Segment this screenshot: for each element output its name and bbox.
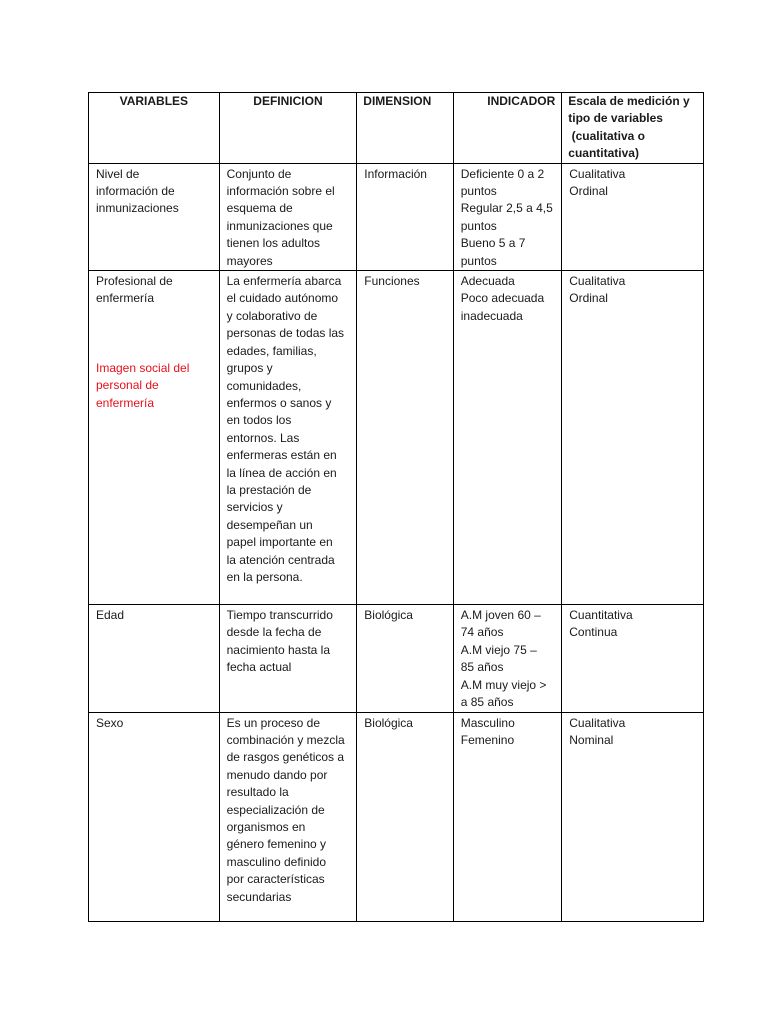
definicion-line: edades, familias, bbox=[226, 343, 317, 358]
indicador-line: A.M joven 60 – bbox=[460, 608, 541, 623]
table-header-row bbox=[89, 93, 704, 164]
cell-dimension bbox=[357, 271, 453, 605]
variable-line: información de bbox=[96, 184, 175, 199]
indicador-line: a 85 años bbox=[460, 695, 514, 710]
cell-escala bbox=[562, 271, 704, 605]
indicador-line: 85 años bbox=[460, 660, 504, 675]
definicion-line: organismos en bbox=[226, 819, 306, 834]
definicion-line: menudo dando por bbox=[226, 767, 328, 782]
cell-variable bbox=[89, 712, 220, 921]
definicion-line: y colaborativo de bbox=[226, 308, 318, 323]
cell-variable bbox=[89, 605, 220, 712]
indicador-line: puntos bbox=[460, 253, 497, 268]
indicador-line: inadecuada bbox=[460, 308, 523, 323]
cell-definicion bbox=[219, 271, 357, 605]
table-row bbox=[89, 271, 704, 605]
indicador-line: Adecuada bbox=[460, 274, 515, 289]
variable-line: Edad bbox=[96, 608, 125, 623]
indicador-line: Regular 2,5 a 4,5 bbox=[460, 201, 553, 216]
dimension-line: Funciones bbox=[364, 274, 420, 289]
indicador-line: 74 años bbox=[460, 625, 504, 640]
definicion-line: la prestación de bbox=[226, 482, 312, 497]
dimension-line: Biológica bbox=[364, 715, 413, 730]
indicador-line: A.M viejo 75 – bbox=[460, 642, 537, 657]
variable-note-line: Imagen social del bbox=[96, 360, 190, 375]
definicion-line: por características bbox=[226, 872, 325, 887]
cell-definicion bbox=[219, 712, 357, 921]
definicion-line: desde la fecha de bbox=[226, 625, 322, 640]
definicion-line: tienen los adultos bbox=[226, 236, 321, 251]
header-escala-line: cuantitativa) bbox=[568, 146, 639, 161]
cell-escala bbox=[562, 605, 704, 712]
definicion-line: personas de todas las bbox=[226, 326, 345, 341]
definicion-line: en todos los bbox=[226, 413, 292, 428]
definicion-line: combinación y mezcla bbox=[226, 732, 345, 747]
definicion-line: entornos. Las bbox=[226, 430, 300, 445]
indicador-line: puntos bbox=[460, 218, 497, 233]
definicion-line: mayores bbox=[226, 253, 273, 268]
header-escala-line: (cualitativa o bbox=[568, 128, 645, 143]
definicion-line: papel importante en bbox=[226, 535, 333, 550]
definicion-line: el cuidado autónomo bbox=[226, 291, 339, 306]
header-escala-line: tipo de variables bbox=[568, 111, 663, 126]
indicador-line: puntos bbox=[460, 184, 497, 199]
definicion-line: la línea de acción en bbox=[226, 465, 337, 480]
cell-indicador bbox=[453, 163, 562, 270]
definicion-line: en la persona. bbox=[226, 569, 303, 584]
definicion-line: nacimiento hasta la bbox=[226, 642, 331, 657]
definicion-line: desempeñan un bbox=[226, 517, 313, 532]
variable-note-line: personal de bbox=[96, 378, 159, 393]
escala-line: Continua bbox=[569, 625, 618, 640]
indicador-line: A.M muy viejo > bbox=[460, 677, 547, 692]
definicion-line: género femenino y bbox=[226, 837, 327, 852]
escala-line: Cualitativa bbox=[569, 715, 626, 730]
cell-variable bbox=[89, 163, 220, 270]
cell-variable bbox=[89, 271, 220, 605]
dimension-line: Información bbox=[364, 166, 427, 181]
definicion-line: inmunizaciones que bbox=[226, 218, 333, 233]
table-row bbox=[89, 605, 704, 712]
cell-definicion bbox=[219, 605, 357, 712]
definicion-line: grupos y bbox=[226, 361, 273, 376]
indicador-line: Masculino bbox=[460, 715, 515, 730]
definicion-line: comunidades, bbox=[226, 378, 302, 393]
escala-line: Cualitativa bbox=[569, 166, 626, 181]
header-indicador: INDICADOR bbox=[453, 93, 562, 164]
variable-line: Sexo bbox=[96, 715, 124, 730]
variables-table bbox=[88, 92, 704, 922]
variable-line: Nivel de bbox=[96, 166, 140, 181]
definicion-line: masculino definido bbox=[226, 854, 327, 869]
definicion-line: esquema de bbox=[226, 201, 293, 216]
header-dimension: DIMENSION bbox=[357, 93, 453, 164]
cell-dimension bbox=[357, 163, 453, 270]
definicion-line: Conjunto de bbox=[226, 166, 292, 181]
variable-line: Profesional de bbox=[96, 274, 173, 289]
header-definicion: DEFINICION bbox=[219, 93, 357, 164]
cell-escala bbox=[562, 163, 704, 270]
cell-definicion bbox=[219, 163, 357, 270]
definicion-line: resultado la bbox=[226, 785, 289, 800]
escala-line: Ordinal bbox=[569, 184, 608, 199]
definicion-line: enfermeras están en bbox=[226, 448, 337, 463]
cell-indicador bbox=[453, 271, 562, 605]
escala-line: Ordinal bbox=[569, 291, 608, 306]
cell-indicador bbox=[453, 712, 562, 921]
dimension-line: Biológica bbox=[364, 608, 413, 623]
variable-line: inmunizaciones bbox=[96, 201, 179, 216]
definicion-line: enfermos o sanos y bbox=[226, 395, 332, 410]
definicion-line: Es un proceso de bbox=[226, 715, 321, 730]
header-variables: VARIABLES bbox=[89, 93, 220, 164]
table-row bbox=[89, 712, 704, 921]
definicion-line: servicios y bbox=[226, 500, 283, 515]
cell-dimension bbox=[357, 712, 453, 921]
spacer bbox=[96, 308, 213, 360]
definicion-line: Tiempo transcurrido bbox=[226, 608, 333, 623]
definicion-line: especialización de bbox=[226, 802, 325, 817]
indicador-line: Femenino bbox=[460, 732, 515, 747]
definicion-line: La enfermería abarca bbox=[226, 274, 342, 289]
cell-dimension bbox=[357, 605, 453, 712]
header-escala bbox=[562, 93, 704, 164]
indicador-line: Bueno 5 a 7 bbox=[460, 236, 526, 251]
header-escala-line: Escala de medición y bbox=[568, 94, 690, 108]
definicion-line: secundarias bbox=[226, 889, 292, 904]
definicion-line: de rasgos genéticos a bbox=[226, 750, 345, 765]
definicion-line: información sobre el bbox=[226, 184, 335, 199]
table-row bbox=[89, 163, 704, 270]
escala-line: Cuantitativa bbox=[569, 608, 633, 623]
escala-line: Cualitativa bbox=[569, 274, 626, 289]
escala-line: Nominal bbox=[569, 732, 614, 747]
cell-escala bbox=[562, 712, 704, 921]
indicador-line: Poco adecuada bbox=[460, 291, 545, 306]
cell-indicador bbox=[453, 605, 562, 712]
variable-line: enfermería bbox=[96, 291, 155, 306]
indicador-line: Deficiente 0 a 2 bbox=[460, 166, 545, 181]
variable-note-line: enfermería bbox=[96, 395, 155, 410]
definicion-line: fecha actual bbox=[226, 660, 292, 675]
definicion-line: la atención centrada bbox=[226, 552, 335, 567]
